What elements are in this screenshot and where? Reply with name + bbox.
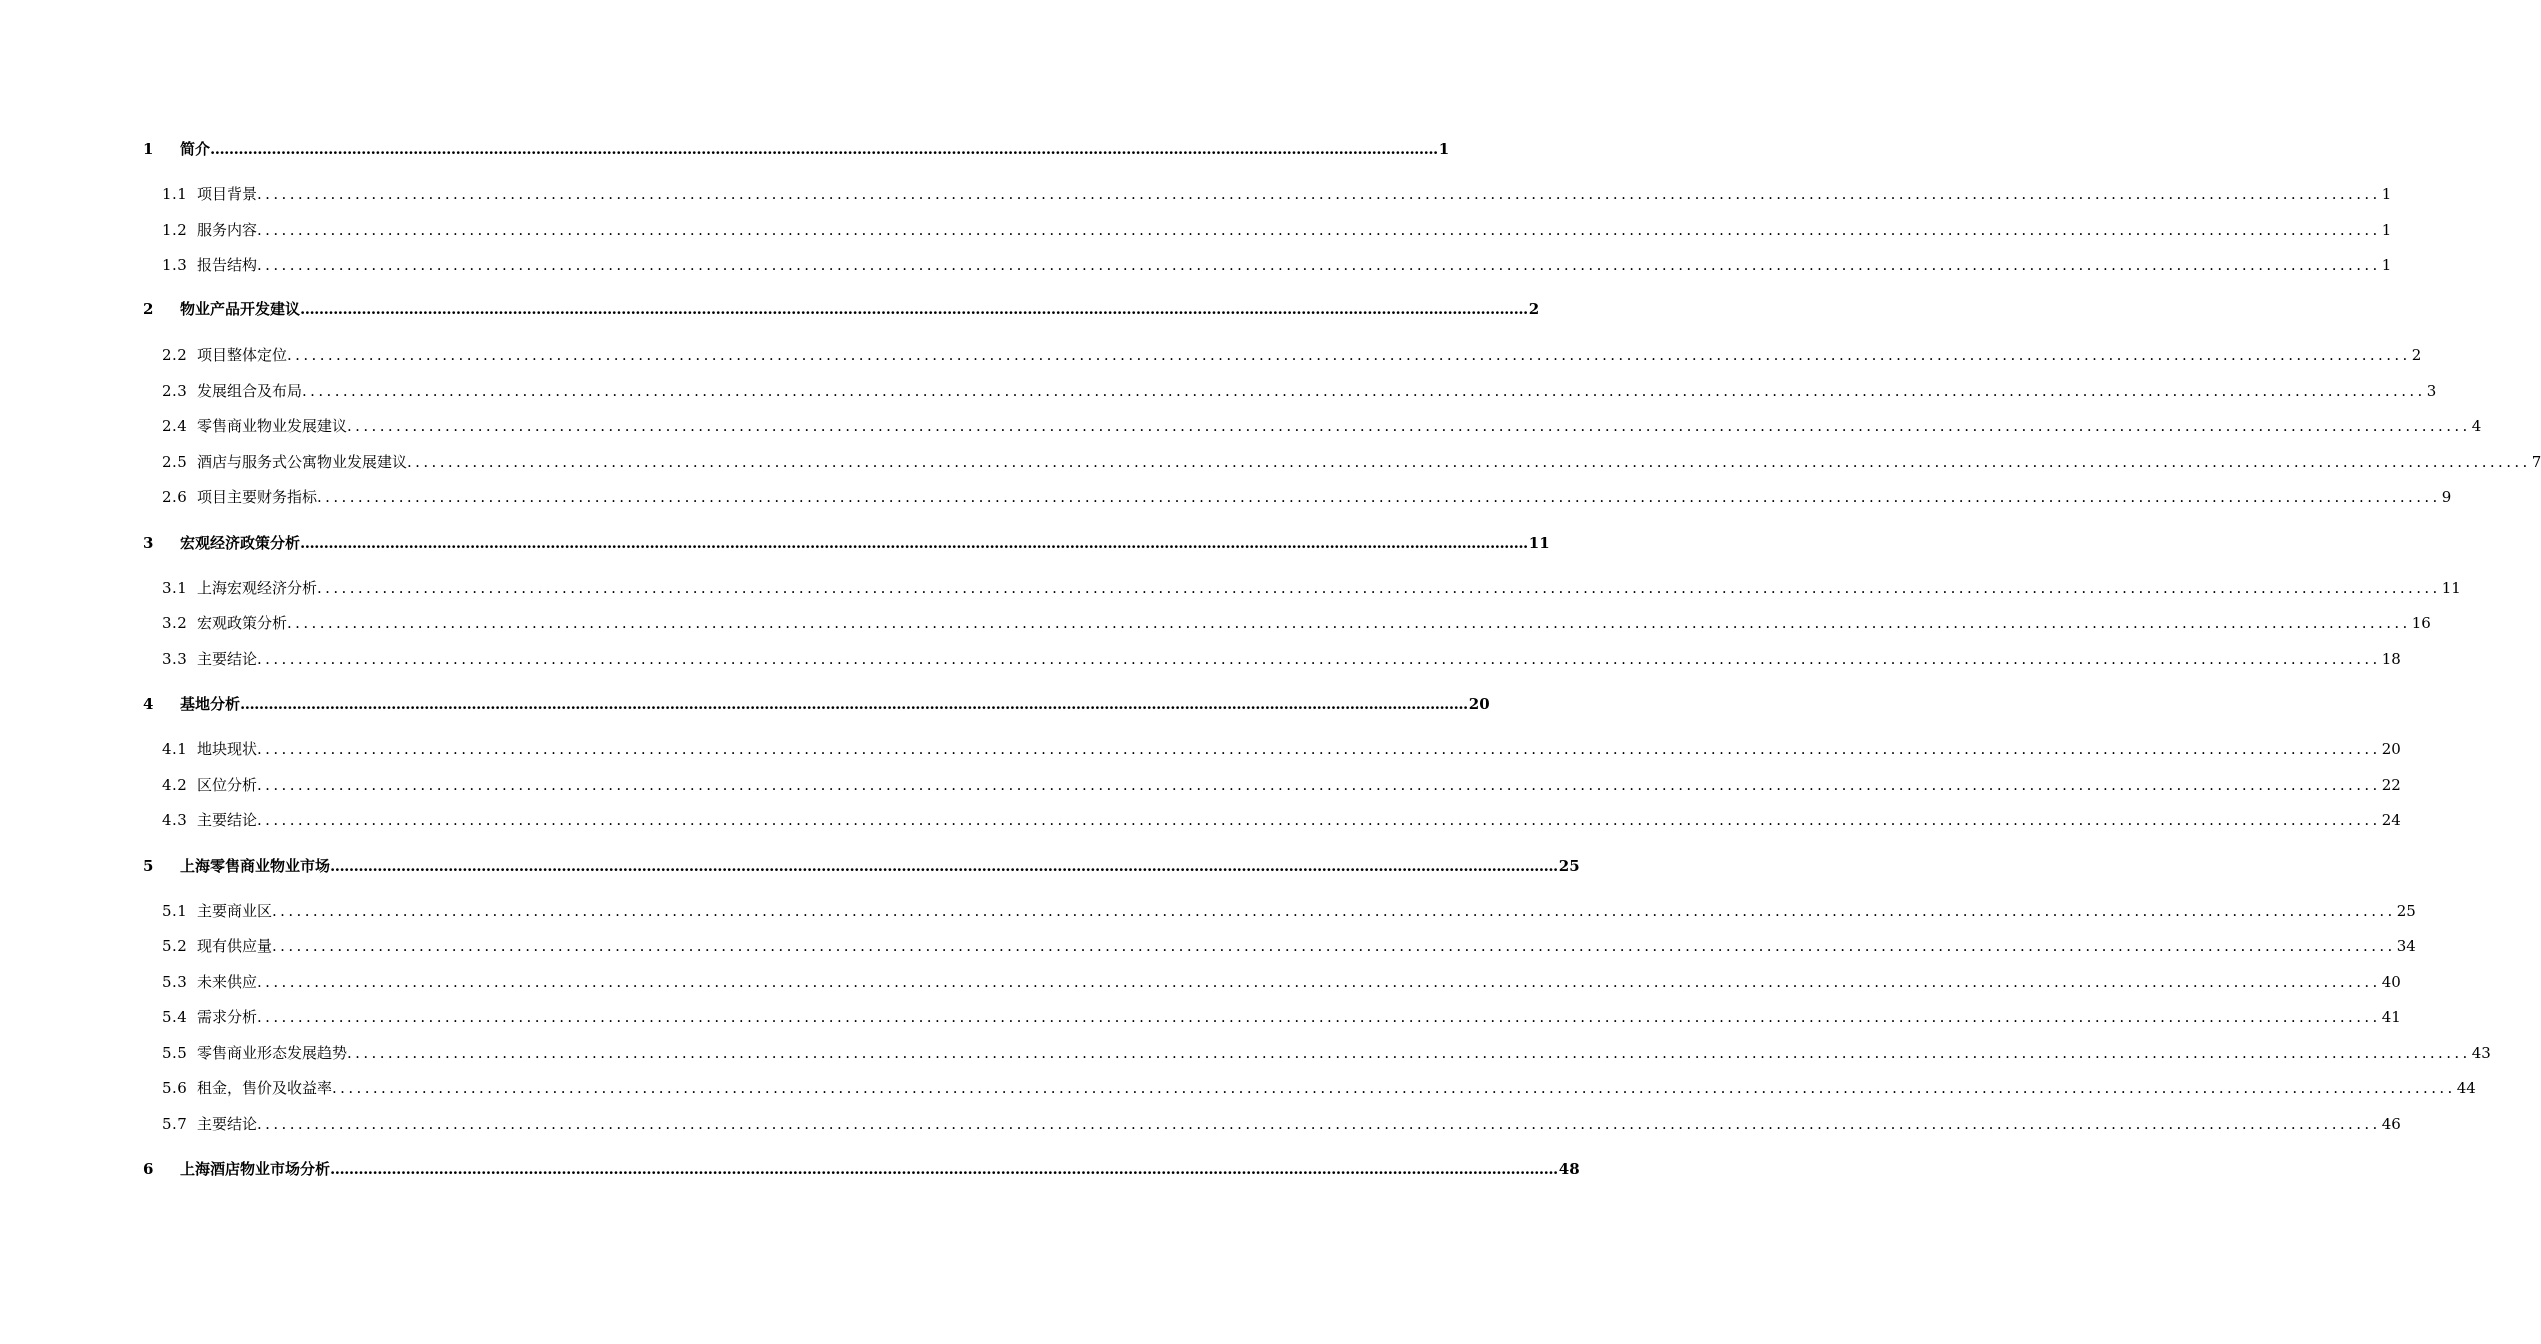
toc-section-entry[interactable] bbox=[162, 344, 2422, 365]
toc-dot-leader: .................................................................................................................................................................................................................................................................... bbox=[347, 1044, 2471, 1062]
toc-section-entry[interactable] bbox=[162, 900, 2416, 921]
toc-entry-number: 2.5 bbox=[162, 453, 188, 471]
toc-chapter-entry[interactable] bbox=[143, 298, 1540, 319]
toc-entry-title: 现有供应量 bbox=[197, 937, 273, 955]
toc-dot-leader: .................................................................................................................................................................................................................................................................... bbox=[272, 902, 2396, 920]
toc-entry-title: 酒店与服务式公寓物业发展建议 bbox=[197, 453, 408, 471]
toc-page-number: 1 bbox=[2381, 221, 2392, 239]
toc-entry-title: 区位分析 bbox=[197, 776, 258, 794]
toc-entry-number: 2.3 bbox=[162, 382, 188, 400]
toc-page-number: 20 bbox=[1468, 695, 1490, 713]
toc-dot-leader: .................................................................................................................................................................................................................................................................... bbox=[257, 811, 2381, 829]
toc-chapter-entry[interactable] bbox=[143, 693, 1490, 714]
toc-page-number: 24 bbox=[2381, 811, 2401, 829]
toc-entry-title: 主要结论 bbox=[197, 650, 258, 668]
toc-dot-leader: .................................................................................................................................................................................................................................................................... bbox=[257, 256, 2381, 274]
toc-page-number: 16 bbox=[2411, 614, 2431, 632]
toc-page-number: 3 bbox=[2426, 382, 2437, 400]
toc-section-entry[interactable] bbox=[162, 1006, 2401, 1027]
toc-entry-number: 5.7 bbox=[162, 1115, 188, 1133]
toc-dot-leader: .................................................................................................................................................................................................................................................................... bbox=[257, 650, 2381, 668]
toc-entry-title: 宏观政策分析 bbox=[197, 614, 288, 632]
toc-entry-number: 4.3 bbox=[162, 811, 188, 829]
toc-page-number: 18 bbox=[2381, 650, 2401, 668]
toc-page-number: 40 bbox=[2381, 973, 2401, 991]
toc-entry-title: 主要商业区 bbox=[197, 902, 273, 920]
toc-entry-number: 4.1 bbox=[162, 740, 188, 758]
toc-page-number: 7 bbox=[2531, 453, 2541, 471]
toc-section-entry[interactable] bbox=[162, 1042, 2491, 1063]
toc-entry-title: 物业产品开发建议 bbox=[180, 300, 301, 318]
toc-page-number: 43 bbox=[2471, 1044, 2491, 1062]
toc-dot-leader: .................................................................................................................................................................................................................................................................... bbox=[257, 776, 2381, 794]
toc-entry-number: 3.2 bbox=[162, 614, 188, 632]
toc-section-entry[interactable] bbox=[162, 971, 2401, 992]
toc-entry-number: 2.2 bbox=[162, 346, 188, 364]
toc-dot-leader: .................................................................................................................................................................................................................................................................... bbox=[240, 695, 1468, 713]
toc-dot-leader: .................................................................................................................................................................................................................................................................... bbox=[407, 453, 2531, 471]
toc-page-number: 2 bbox=[2411, 346, 2422, 364]
toc-entry-number: 5.3 bbox=[162, 973, 188, 991]
toc-dot-leader: .................................................................................................................................................................................................................................................................... bbox=[330, 857, 1558, 875]
toc-entry-number: 5 bbox=[143, 857, 154, 875]
toc-section-entry[interactable] bbox=[162, 809, 2401, 830]
toc-entry-title: 未来供应 bbox=[197, 973, 258, 991]
toc-entry-number: 1.2 bbox=[162, 221, 188, 239]
toc-entry-number: 2 bbox=[143, 300, 154, 318]
toc-section-entry[interactable] bbox=[162, 451, 2541, 472]
toc-entry-number: 4.2 bbox=[162, 776, 188, 794]
toc-section-entry[interactable] bbox=[162, 380, 2437, 401]
toc-section-entry[interactable] bbox=[162, 219, 2392, 240]
toc-dot-leader: .................................................................................................................................................................................................................................................................... bbox=[287, 346, 2411, 364]
toc-section-entry[interactable] bbox=[162, 738, 2401, 759]
toc-section-entry[interactable] bbox=[162, 415, 2482, 436]
toc-page-number: 41 bbox=[2381, 1008, 2401, 1026]
toc-page-number: 9 bbox=[2441, 488, 2452, 506]
toc-section-entry[interactable] bbox=[162, 254, 2392, 275]
toc-entry-title: 需求分析 bbox=[197, 1008, 258, 1026]
toc-entry-number: 5.4 bbox=[162, 1008, 188, 1026]
toc-chapter-entry[interactable] bbox=[143, 138, 1450, 159]
toc-entry-number: 3 bbox=[143, 534, 154, 552]
toc-entry-number: 1.1 bbox=[162, 185, 188, 203]
toc-entry-title: 发展组合及布局 bbox=[197, 382, 303, 400]
toc-dot-leader: .................................................................................................................................................................................................................................................................... bbox=[257, 1115, 2381, 1133]
toc-entry-title: 租金，售价及收益率 bbox=[197, 1079, 333, 1097]
toc-dot-leader: .................................................................................................................................................................................................................................................................... bbox=[300, 534, 1528, 552]
toc-page-number: 48 bbox=[1558, 1160, 1580, 1178]
toc-dot-leader: .................................................................................................................................................................................................................................................................... bbox=[257, 973, 2381, 991]
toc-entry-title: 零售商业物业发展建议 bbox=[197, 417, 348, 435]
toc-entry-title: 项目主要财务指标 bbox=[197, 488, 318, 506]
toc-dot-leader: .................................................................................................................................................................................................................................................................... bbox=[300, 300, 1528, 318]
toc-page-number: 11 bbox=[2441, 579, 2461, 597]
toc-dot-leader: .................................................................................................................................................................................................................................................................... bbox=[347, 417, 2471, 435]
toc-entry-title: 上海零售商业物业市场 bbox=[180, 857, 331, 875]
toc-section-entry[interactable] bbox=[162, 1113, 2401, 1134]
toc-dot-leader: .................................................................................................................................................................................................................................................................... bbox=[257, 221, 2381, 239]
toc-entry-number: 1 bbox=[143, 140, 154, 158]
toc-page-number: 4 bbox=[2471, 417, 2482, 435]
toc-entry-title: 项目整体定位 bbox=[197, 346, 288, 364]
toc-page-number: 25 bbox=[2396, 902, 2416, 920]
toc-entry-title: 上海酒店物业市场分析 bbox=[180, 1160, 331, 1178]
toc-section-entry[interactable] bbox=[162, 648, 2401, 669]
toc-entry-number: 2.6 bbox=[162, 488, 188, 506]
toc-entry-number: 5.5 bbox=[162, 1044, 188, 1062]
toc-dot-leader: .................................................................................................................................................................................................................................................................... bbox=[257, 740, 2381, 758]
toc-chapter-entry[interactable] bbox=[143, 855, 1580, 876]
toc-dot-leader: .................................................................................................................................................................................................................................................................... bbox=[272, 937, 2396, 955]
toc-entry-title: 项目背景 bbox=[197, 185, 258, 203]
toc-dot-leader: .................................................................................................................................................................................................................................................................... bbox=[317, 579, 2441, 597]
toc-dot-leader: .................................................................................................................................................................................................................................................................... bbox=[332, 1079, 2456, 1097]
toc-section-entry[interactable] bbox=[162, 183, 2392, 204]
toc-entry-number: 3.3 bbox=[162, 650, 188, 668]
toc-entry-title: 简介 bbox=[180, 140, 211, 158]
toc-chapter-entry[interactable] bbox=[143, 1158, 1580, 1179]
toc-entry-title: 报告结构 bbox=[197, 256, 258, 274]
toc-page-number: 1 bbox=[2381, 185, 2392, 203]
toc-chapter-entry[interactable] bbox=[143, 532, 1550, 553]
toc-dot-leader: .................................................................................................................................................................................................................................................................... bbox=[330, 1160, 1558, 1178]
toc-page-number: 11 bbox=[1528, 534, 1550, 552]
toc-entry-title: 基地分析 bbox=[180, 695, 241, 713]
toc-entry-title: 地块现状 bbox=[197, 740, 258, 758]
toc-page-number: 20 bbox=[2381, 740, 2401, 758]
toc-entry-title: 上海宏观经济分析 bbox=[197, 579, 318, 597]
toc-dot-leader: .................................................................................................................................................................................................................................................................... bbox=[287, 614, 2411, 632]
toc-entry-title: 服务内容 bbox=[197, 221, 258, 239]
toc-section-entry[interactable] bbox=[162, 612, 2431, 633]
toc-entry-number: 2.4 bbox=[162, 417, 188, 435]
toc-entry-title: 主要结论 bbox=[197, 811, 258, 829]
toc-dot-leader: .................................................................................................................................................................................................................................................................... bbox=[210, 140, 1438, 158]
toc-page-number: 2 bbox=[1528, 300, 1540, 318]
toc-section-entry[interactable] bbox=[162, 577, 2461, 598]
toc-page-number: 1 bbox=[2381, 256, 2392, 274]
toc-page-number: 25 bbox=[1558, 857, 1580, 875]
toc-entry-title: 宏观经济政策分析 bbox=[180, 534, 301, 552]
toc-page-number: 44 bbox=[2456, 1079, 2476, 1097]
toc-entry-number: 3.1 bbox=[162, 579, 188, 597]
toc-dot-leader: .................................................................................................................................................................................................................................................................... bbox=[257, 1008, 2381, 1026]
toc-section-entry[interactable] bbox=[162, 1077, 2476, 1098]
toc-entry-number: 1.3 bbox=[162, 256, 188, 274]
toc-entry-number: 5.6 bbox=[162, 1079, 188, 1097]
toc-entry-title: 零售商业形态发展趋势 bbox=[197, 1044, 348, 1062]
toc-page-number: 46 bbox=[2381, 1115, 2401, 1133]
toc-page-number: 34 bbox=[2396, 937, 2416, 955]
toc-entry-title: 主要结论 bbox=[197, 1115, 258, 1133]
toc-dot-leader: .................................................................................................................................................................................................................................................................... bbox=[317, 488, 2441, 506]
toc-dot-leader: .................................................................................................................................................................................................................................................................... bbox=[257, 185, 2381, 203]
toc-section-entry[interactable] bbox=[162, 486, 2452, 507]
toc-entry-number: 4 bbox=[143, 695, 154, 713]
toc-entry-number: 5.1 bbox=[162, 902, 188, 920]
toc-page-number: 22 bbox=[2381, 776, 2401, 794]
toc-entry-number: 6 bbox=[143, 1160, 154, 1178]
toc-dot-leader: .................................................................................................................................................................................................................................................................... bbox=[302, 382, 2426, 400]
toc-entry-number: 5.2 bbox=[162, 937, 188, 955]
toc-section-entry[interactable] bbox=[162, 774, 2401, 795]
toc-page-number: 1 bbox=[1438, 140, 1450, 158]
toc-section-entry[interactable] bbox=[162, 935, 2416, 956]
